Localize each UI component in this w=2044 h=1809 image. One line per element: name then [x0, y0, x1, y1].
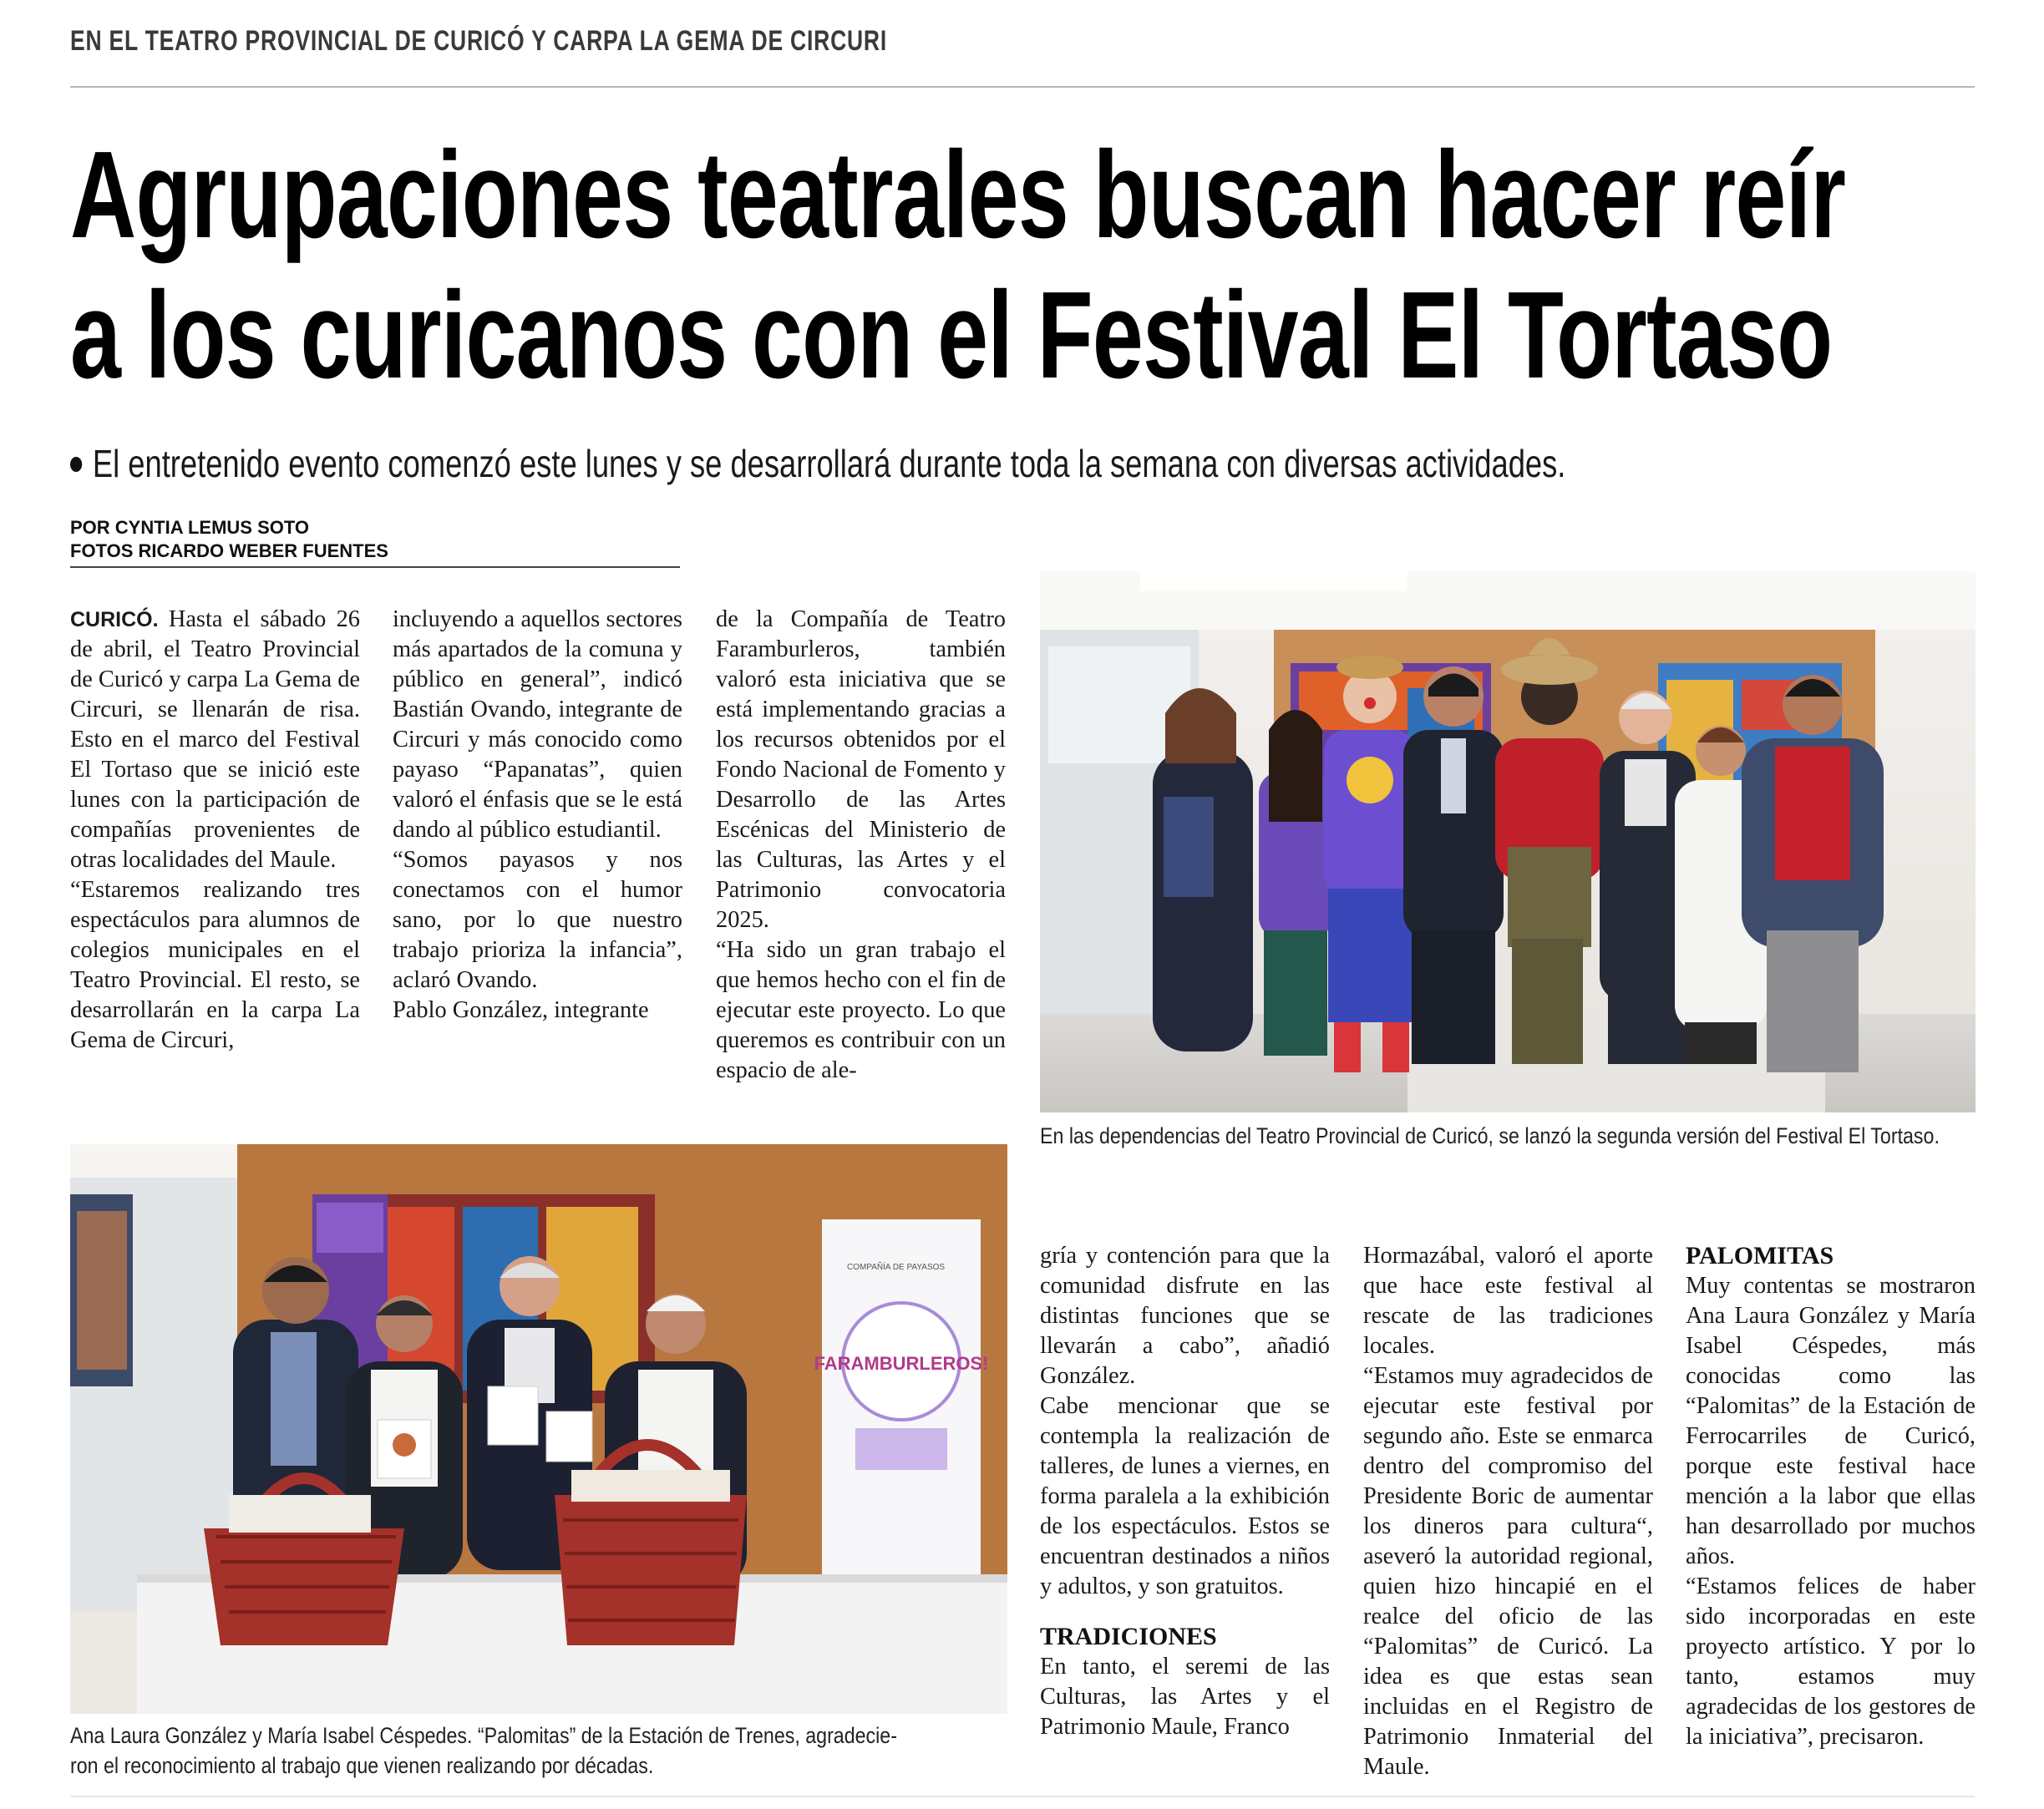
- group-photo-caption: [1040, 1121, 1976, 1151]
- paragraph: incluyendo a aquellos sectores más apartados de la comuna y público en general”, indicó Bastián Ovando, integrante de Circuri y más conocido como payaso “Papanatas”, quien valoró el énfasis que se le está dando al público estudiantil.: [393, 606, 682, 843]
- banner-small-text: COMPAÑÍA DE PAYASOS: [847, 1263, 946, 1272]
- subheading-palomitas: PALOMITAS: [1686, 1242, 1834, 1269]
- headline-line-2: a los curicanos con el Festival El Tortaso: [70, 266, 1833, 404]
- deck: [70, 441, 1984, 486]
- paragraph: Hormazábal, valoró el aporte que hace este festival al rescate de las tradiciones locales.: [1363, 1243, 1653, 1359]
- bullet-icon: [70, 457, 82, 472]
- byline-author: POR CYNTIA LEMUS SOTO: [70, 517, 310, 538]
- section-kicker: EN EL TEATRO PROVINCIAL DE CURICÓ Y CARPA LA GEMA DE CIRCURI: [70, 25, 888, 57]
- header-divider: [70, 86, 1975, 88]
- article-column-2: [393, 605, 682, 1026]
- paragraph: gría y contención para que la comunidad disfrute en las distintas funciones que se llevarán a cabo”, añadió González.: [1040, 1243, 1330, 1389]
- subheading-tradiciones: TRADICIONES: [1040, 1623, 1217, 1650]
- article-column-3: [716, 605, 1006, 1086]
- headline-line-1: Agrupaciones teatrales buscan hacer reír: [70, 126, 1846, 264]
- paragraph: “Somos payasos y nos conectamos con el humor sano, por lo que nuestro trabajo prioriza la infancia”, aclaró Ovando.: [393, 847, 682, 993]
- article-column-6: [1686, 1241, 1976, 1752]
- article-column-1: [70, 605, 360, 1056]
- headline: [70, 125, 1986, 406]
- group-photo: [1040, 571, 1976, 1112]
- palomitas-photo-caption: [70, 1720, 1007, 1781]
- group-photo-illustration: [1040, 571, 1976, 1112]
- caption-line: ron el reconocimiento al trabajo que vienen realizando por décadas.: [70, 1753, 654, 1778]
- dateline: CURICÓ.: [70, 608, 159, 631]
- paragraph: “Estamos muy agradecidos de ejecutar este festival por segundo año. Este se enmarca dentro del compromiso del Presidente Boric de aumentar los dineros para cultura“, aseveró la autoridad regional, quien hizo hincapié en el realce del oficio de las “Palomitas” de Curicó. La idea es que estas sean incluidas en el Registro de Patrimonio Inmaterial del Maule.: [1363, 1363, 1653, 1780]
- paragraph: Muy contentas se mostraron Ana Laura González y María Isabel Céspedes, más conocidas como las “Palomitas” de la Estación de Ferrocarriles de Curicó, porque este festival hace mención a la labor que ellas han desarrollado por muchos años.: [1686, 1273, 1976, 1569]
- byline: [70, 516, 388, 563]
- palomitas-photo: [70, 1144, 1007, 1714]
- paragraph: Hasta el sábado 26 de abril, el Teatro Provincial de Curicó y carpa La Gema de Circuri, se llenarán de risa. Esto en el marco del Festival El Tortaso que se inició este lunes con la participación de compañías provenientes de otras localidades del Maule.: [70, 606, 360, 873]
- footer-divider: [70, 1796, 1975, 1797]
- article-column-5: [1363, 1241, 1653, 1782]
- byline-photos: FOTOS RICARDO WEBER FUENTES: [70, 540, 388, 561]
- paragraph: Cabe mencionar que se contempla la realización de talleres, de lunes a viernes, en forma paralela a la exhibición de los espectáculos. Estos se encuentran destinados a niños y adultos, y son gratuitos.: [1040, 1393, 1330, 1599]
- banner-logo-text: FARAMBURLEROS!: [814, 1353, 989, 1374]
- caption-line: Ana Laura González y María Isabel Céspedes. “Palomitas” de la Estación de Trenes, agradecie-: [70, 1723, 897, 1748]
- paragraph: “Estaremos realizando tres espectáculos para alumnos de colegios municipales en el Teatro Provincial. El resto, se desarrollarán en la carpa La Gema de Circuri,: [70, 877, 360, 1053]
- deck-text: El entretenido evento comenzó este lunes y se desarrollará durante toda la semana con diversas actividades.: [92, 442, 1566, 485]
- palomitas-photo-illustration: [70, 1144, 1007, 1714]
- paragraph: “Ha sido un gran trabajo el que hemos hecho con el fin de ejecutar este proyecto. Lo que queremos es contribuir con un espacio de ale-: [716, 937, 1006, 1083]
- paragraph: En tanto, el seremi de las Culturas, las Artes y el Patrimonio Maule, Franco: [1040, 1654, 1330, 1740]
- caption-text: En las dependencias del Teatro Provincial de Curicó, se lanzó la segunda versión del Festival El Tortaso.: [1040, 1123, 1940, 1148]
- paragraph: “Estamos felices de haber sido incorporadas en este proyecto artístico. Y por lo tanto, estamos muy agradecidas de los gestores de la iniciativa”, precisaron.: [1686, 1573, 1976, 1750]
- paragraph: Pablo González, integrante: [393, 997, 649, 1023]
- paragraph: de la Compañía de Teatro Faramburleros, también valoró esta iniciativa que se está implementando gracias a los recursos obtenidos por el Fondo Nacional de Fomento y Desarrollo de las Artes Escénicas del Ministerio de las Culturas, las Artes y el Patrimonio convocatoria 2025.: [716, 606, 1006, 933]
- byline-divider: [70, 566, 680, 568]
- article-column-4: [1040, 1241, 1330, 1742]
